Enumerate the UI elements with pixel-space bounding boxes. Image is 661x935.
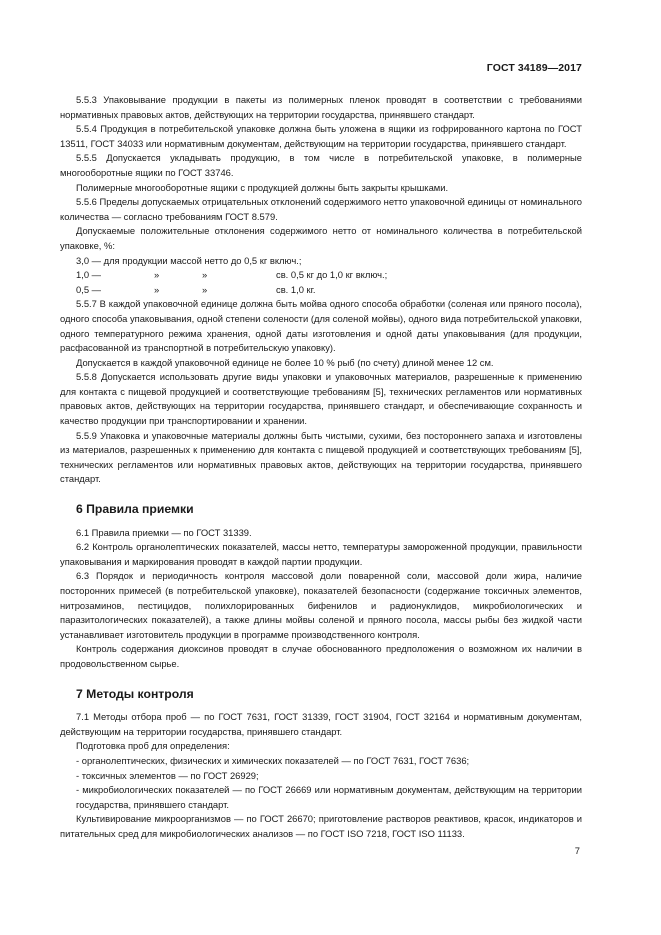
paragraph-6-1: 6.1 Правила приемки — по ГОСТ 31339. xyxy=(76,526,252,538)
document-body xyxy=(60,93,582,842)
paragraph-7-1-prep: Подготовка проб для определения: xyxy=(76,740,230,752)
paragraph-5-5-6-tolerance: Допускаемые положительные отклонения содержимого нетто от номинального количества в потребительской упаковке, %: xyxy=(60,225,582,251)
tolerance-row-1: 3,0 — для продукции массой нетто до 0,5 кг включ.; xyxy=(76,254,302,266)
doc-code-header: ГОСТ 34189—2017 xyxy=(486,62,582,74)
list-item: - микробиологических показателей — по ГОСТ 26669 или нормативным документам, действующим на территории государства, принявшего стандарт. xyxy=(76,784,582,810)
paragraph-5-5-8: 5.5.8 Допускается использовать другие виды упаковки и упаковочных материалов, разрешенные к применению для контакта с пищевой продукцией и соответствующие требованиям [5], технических регламентов или нормативных правовых актов, действующих на территории государства, принявшего стандарт, и обеспечивающие сохранность и качество продукции при транспортировании и хранении. xyxy=(60,371,582,427)
paragraph-5-5-9: 5.5.9 Упаковка и упаковочные материалы должны быть чистыми, сухими, без постороннего запаха и изготовлены из материалов, разрешенных к применению для контакта с пищевой продукцией и соответствующих требованиям [5], технических регламентов или нормативных правовых актов, действующих на территории государства, принявшего стандарт. xyxy=(60,429,582,485)
section-7-heading: 7 Методы контроля xyxy=(76,686,194,701)
paragraph-5-5-3: 5.5.3 Упаковывание продукции в пакеты из полимерных пленок проводят в соответствии с требованиями нормативных правовых актов, действующих на территории государства, принявшего стандарт. xyxy=(60,94,582,120)
paragraph-5-5-4: 5.5.4 Продукция в потребительской упаковке должна быть уложена в ящики из гофрированного картона по ГОСТ 13511, ГОСТ 34033 или нормативным документам, действующим на территории государства, принявшего стандарт. xyxy=(60,123,582,149)
list-item: - токсичных элементов — по ГОСТ 26929; xyxy=(76,769,259,781)
paragraph-5-5-7: 5.5.7 В каждой упаковочной единице должна быть мойва одного способа обработки (соленая или пряного посола), одного способа упаковывания, одной степени солености (для соленой мойвы), одного вида потребительской упаковки, одного температурного режима хранения, одной даты изготовления и одной даты упаковывания (для продукции, расфасованной из транспортной в потребительскую упаковку). xyxy=(60,298,582,354)
tolerance-row: 0,5 — » » св. 1,0 кг. xyxy=(76,283,316,295)
page-number: 7 xyxy=(574,845,580,856)
paragraph-5-5-5-note: Полимерные многооборотные ящики с продукцией должны быть закрыты крышками. xyxy=(76,181,449,193)
tolerance-row: 1,0 — » » св. 0,5 кг до 1,0 кг включ.; xyxy=(76,269,388,281)
paragraph-7-1: 7.1 Методы отбора проб — по ГОСТ 7631, ГОСТ 31339, ГОСТ 31904, ГОСТ 32164 и нормативным документам, действующим на территории государства, принявшего стандарт. xyxy=(60,711,582,737)
paragraph-6-3: 6.3 Порядок и периодичность контроля массовой доли поваренной соли, массовой доли жира, наличие посторонних примесей (в потребительской упаковке), показателей безопасности (содержание токсичных элементов, нитрозаминов, пестицидов, полихлорированных бифенилов и радионуклидов, микробиологических и паразитологических показателей), а также длины мойвы соленой и пряного посола, массы рыбы без жидкой части устанавливает изготовитель продукции в программе производственного контроля. xyxy=(60,570,582,640)
section-6-heading: 6 Правила приемки xyxy=(76,502,194,517)
paragraph-6-3-note: Контроль содержания диоксинов проводят в случае обоснованного предположения о возможном их наличии в продовольственном сырье. xyxy=(60,643,582,669)
paragraph-5-5-6: 5.5.6 Пределы допускаемых отрицательных отклонений содержимого нетто упаковочной единицы от номинального количества — согласно требованиям ГОСТ 8.579. xyxy=(60,196,582,222)
paragraph-5-5-7-note: Допускается в каждой упаковочной единице не более 10 % рыб (по счету) длиной менее 12 см. xyxy=(76,356,494,368)
list-item: - органолептических, физических и химических показателей — по ГОСТ 7631, ГОСТ 7636; xyxy=(76,754,470,766)
paragraph-6-2: 6.2 Контроль органолептических показателей, массы нетто, температуры замороженной продукции, правильности упаковывания и маркирования проводят в каждой партии продукции. xyxy=(60,541,582,567)
paragraph-5-5-5: 5.5.5 Допускается укладывать продукцию, в том числе в потребительской упаковке, в полимерные многооборотные ящики по ГОСТ 33746. xyxy=(60,152,582,178)
paragraph-7-1-cultivation: Культивирование микроорганизмов — по ГОСТ 26670; приготовление растворов реактивов, красок, индикаторов и питательных сред для микробиологических анализов — по ГОСТ ISO 7218, ГОСТ ISO 11133. xyxy=(60,813,582,839)
